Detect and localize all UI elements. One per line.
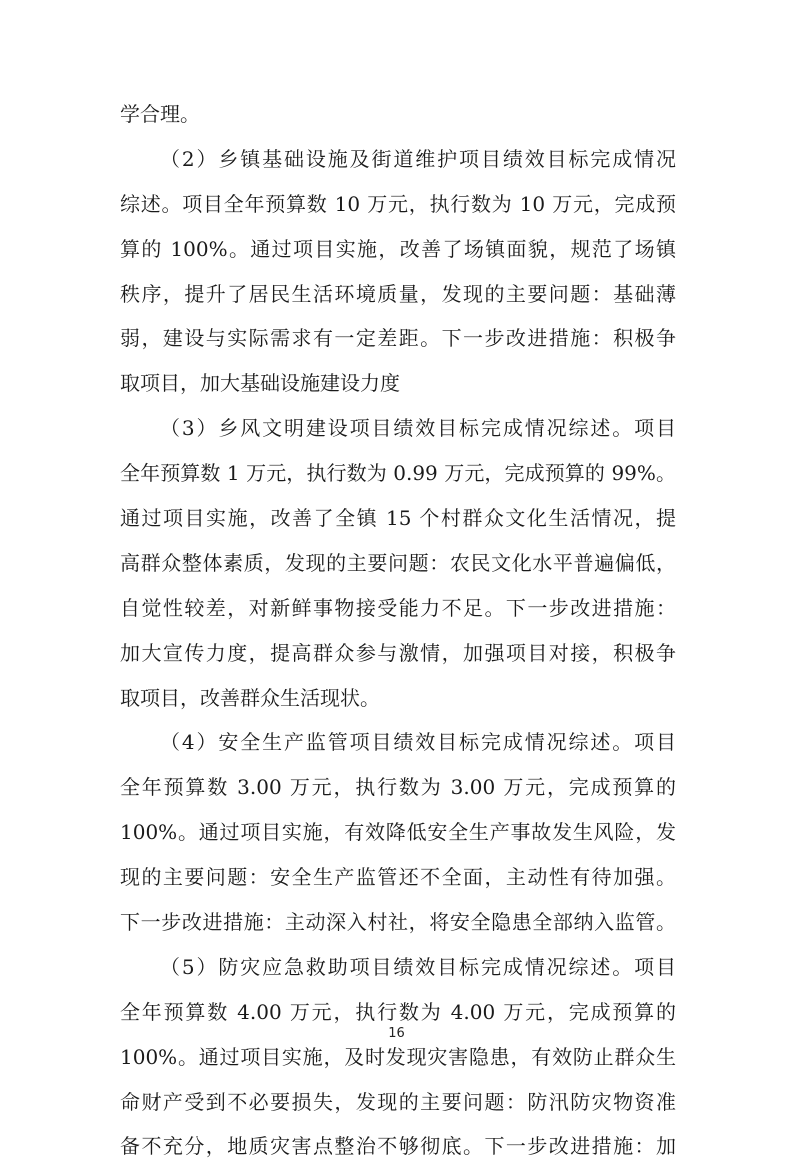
text-line: 学合理。 xyxy=(120,102,200,126)
body-text xyxy=(120,92,676,1169)
text-line: 100%。通过项目实施，有效降低安全生产事故发生风险，发 xyxy=(120,820,676,845)
text-line: 下一步改进措施：主动深入村社，将安全隐患全部纳入监管。 xyxy=(120,910,676,935)
text-line: 全年预算数 1 万元，执行数为 0.99 万元，完成预算的 99%。 xyxy=(120,461,676,486)
text-line: 全年预算数 4.00 万元，执行数为 4.00 万元，完成预算的 xyxy=(120,999,676,1024)
text-line: 弱，建设与实际需求有一定差距。下一步改进措施：积极争 xyxy=(120,326,676,351)
text-line: 命财产受到不必要损失，发现的主要问题：防汛防灾物资准 xyxy=(120,1089,676,1114)
text-line: 备不充分，地质灾害点整治不够彻底。下一步改进措施：加 xyxy=(120,1134,676,1159)
page-number: 16 xyxy=(388,1026,405,1041)
text-line: 自觉性较差，对新鲜事物接受能力不足。下一步改进措施： xyxy=(120,595,676,620)
text-line: 算的 100%。通过项目实施，改善了场镇面貌，规范了场镇 xyxy=(120,236,676,261)
text-line: 取项目，改善群众生活现状。 xyxy=(120,685,380,710)
paragraph-3-start: （3）乡风文明建设项目绩效目标完成情况综述。项目 xyxy=(160,416,676,441)
text-line: 取项目，加大基础设施建设力度 xyxy=(120,371,400,396)
paragraph-2-start: （2）乡镇基础设施及街道维护项目绩效目标完成情况 xyxy=(160,146,676,171)
text-line: 秩序，提升了居民生活环境质量，发现的主要问题：基础薄 xyxy=(120,281,676,306)
text-line: 高群众整体素质，发现的主要问题：农民文化水平普遍偏低， xyxy=(120,550,676,575)
text-line: 通过项目实施，改善了全镇 15 个村群众文化生活情况，提 xyxy=(120,506,676,531)
text-line: 现的主要问题：安全生产监管还不全面，主动性有待加强。 xyxy=(120,865,676,890)
paragraph-5-start: （5）防灾应急救助项目绩效目标完成情况综述。项目 xyxy=(160,954,676,979)
text-line: 全年预算数 3.00 万元，执行数为 3.00 万元，完成预算的 xyxy=(120,775,676,800)
text-line: 100%。通过项目实施，及时发现灾害隐患，有效防止群众生 xyxy=(120,1044,676,1069)
text-line: 综述。项目全年预算数 10 万元，执行数为 10 万元，完成预 xyxy=(120,191,676,216)
text-line: 加大宣传力度，提高群众参与激情，加强项目对接，积极争 xyxy=(120,640,676,665)
paragraph-4-start: （4）安全生产监管项目绩效目标完成情况综述。项目 xyxy=(160,730,676,755)
